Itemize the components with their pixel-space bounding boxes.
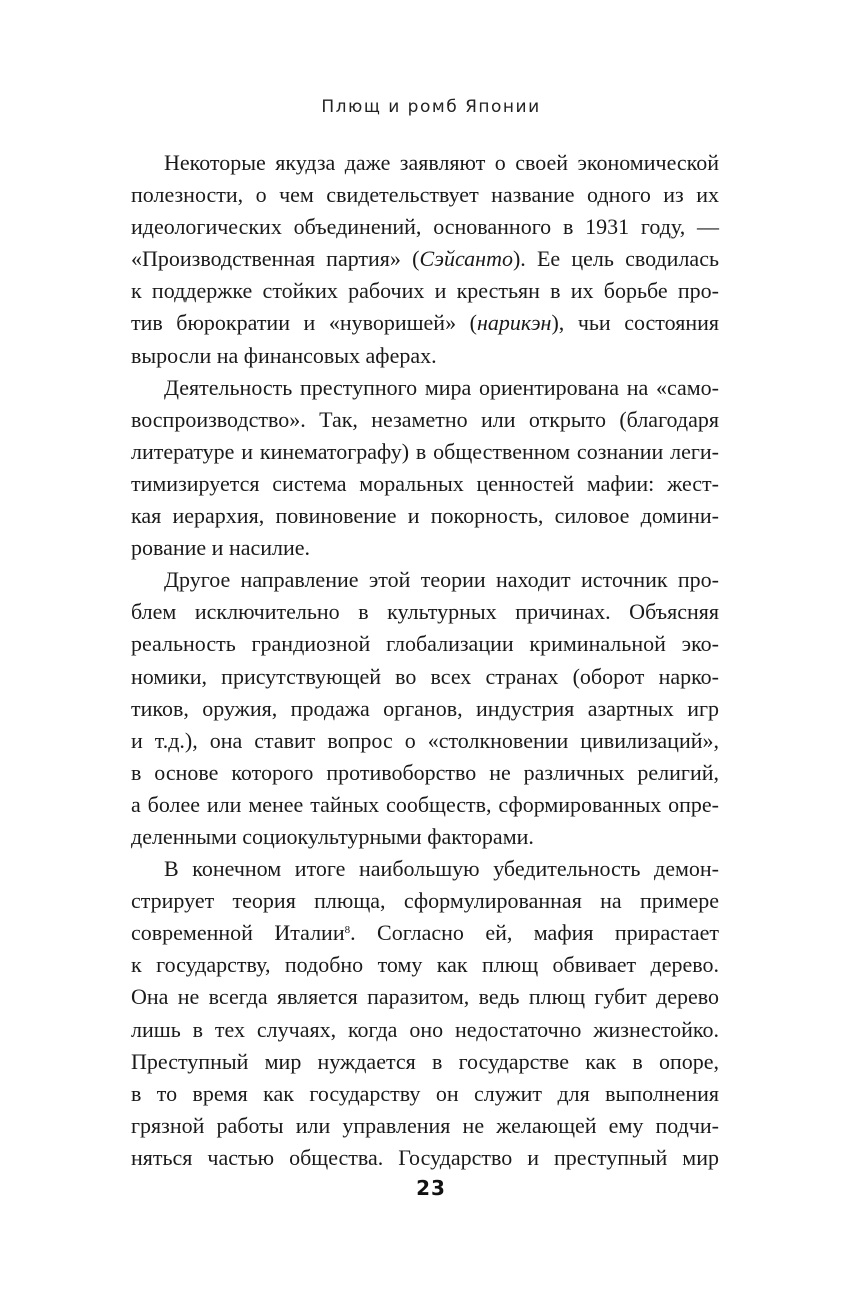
text-segment: ). Ее цель сводилась [512,246,719,272]
text-line: лишь в тех случаях, когда оно недостаточно жизнестойко. [131,1016,719,1042]
text-line: Другое направление этой теории находит источник про- [164,567,719,593]
text-line: няться частью общества. Государство и преступный мир [131,1144,719,1170]
paragraph-1 [131,147,719,372]
footnote-reference[interactable]: 8 [344,924,351,937]
paragraph-3 [131,564,719,853]
text-line: Деятельность преступного мира ориентирована на «само- [164,374,719,400]
text-line: Преступный мир нуждается в государстве как в опоре, [131,1048,719,1074]
text-line: и т.д.), она ставит вопрос о «столкновении цивилизаций», [131,727,719,753]
text-segment: . Согласно ей, мафия прирастает [350,920,719,946]
text-line: а более или менее тайных сообществ, сформированных опре- [131,791,719,817]
text-line: блем исключительно в культурных причинах. Объясняя [131,599,719,625]
text-line: к поддержке стойких рабочих и крестьян в их борьбе про- [131,278,719,304]
text-line: воспроизводство». Так, незаметно или открыто (благодаря [131,406,719,432]
text-line: литературе и кинематографу) в общественном сознании леги- [131,438,719,464]
text-line: полезности, о чем свидетельствует название одного из их [131,182,719,208]
paragraph-2 [131,372,719,565]
body-text [131,147,719,1174]
text-line: тимизируется система моральных ценностей мафии: жест- [131,470,719,496]
text-line: кая иерархия, повиновение и покорность, силовое домини- [131,503,719,529]
text-line [131,307,719,339]
text-line: номики, присутствующей во всех странах (оборот нарко- [131,663,719,689]
text-line: выросли на финансовых аферах. [131,342,437,368]
text-line: к государству, подобно тому как плющ обвивает дерево. [131,952,719,978]
text-line: деленными социокультурными факторами. [131,823,534,849]
text-line: реальность грандиозной глобализации криминальной эко- [131,631,719,657]
text-segment: тив бюрократии и «нуворишей» ( [131,310,477,336]
text-segment: «Производственная партия» ( [131,246,420,272]
text-line: стрирует теория плюща, сформулированная на примере [131,888,719,914]
text-line: в основе которого противоборство не различных религий, [131,759,719,785]
text-segment: современной Италии [131,920,345,946]
text-segment: ), чьи состояния [551,310,719,336]
text-line: рование и насилие. [131,535,311,561]
running-head: Плющ и ромб Японии [321,97,541,117]
text-line: грязной работы или управления не желающей ему подчи- [131,1112,719,1138]
text-line [131,243,719,275]
text-line: идеологических объединений, основанного в 1931 году, — [131,214,719,240]
text-line: тиков, оружия, продажа органов, индустрия азартных игр [131,695,719,721]
text-line: в то время как государству он служит для выполнения [131,1080,719,1106]
text-line: Некоторые якудза даже заявляют о своей экономической [164,150,719,175]
text-line [131,917,719,949]
paragraph-4 [131,853,719,1174]
italic-term: Сэйсанто [419,246,513,272]
text-line: В конечном итоге наибольшую убедительность демон- [164,856,719,882]
italic-term: нарикэн [476,310,552,336]
page-number: 23 [416,1176,446,1200]
text-line: Она не всегда является паразитом, ведь плющ губит дерево [131,984,719,1010]
